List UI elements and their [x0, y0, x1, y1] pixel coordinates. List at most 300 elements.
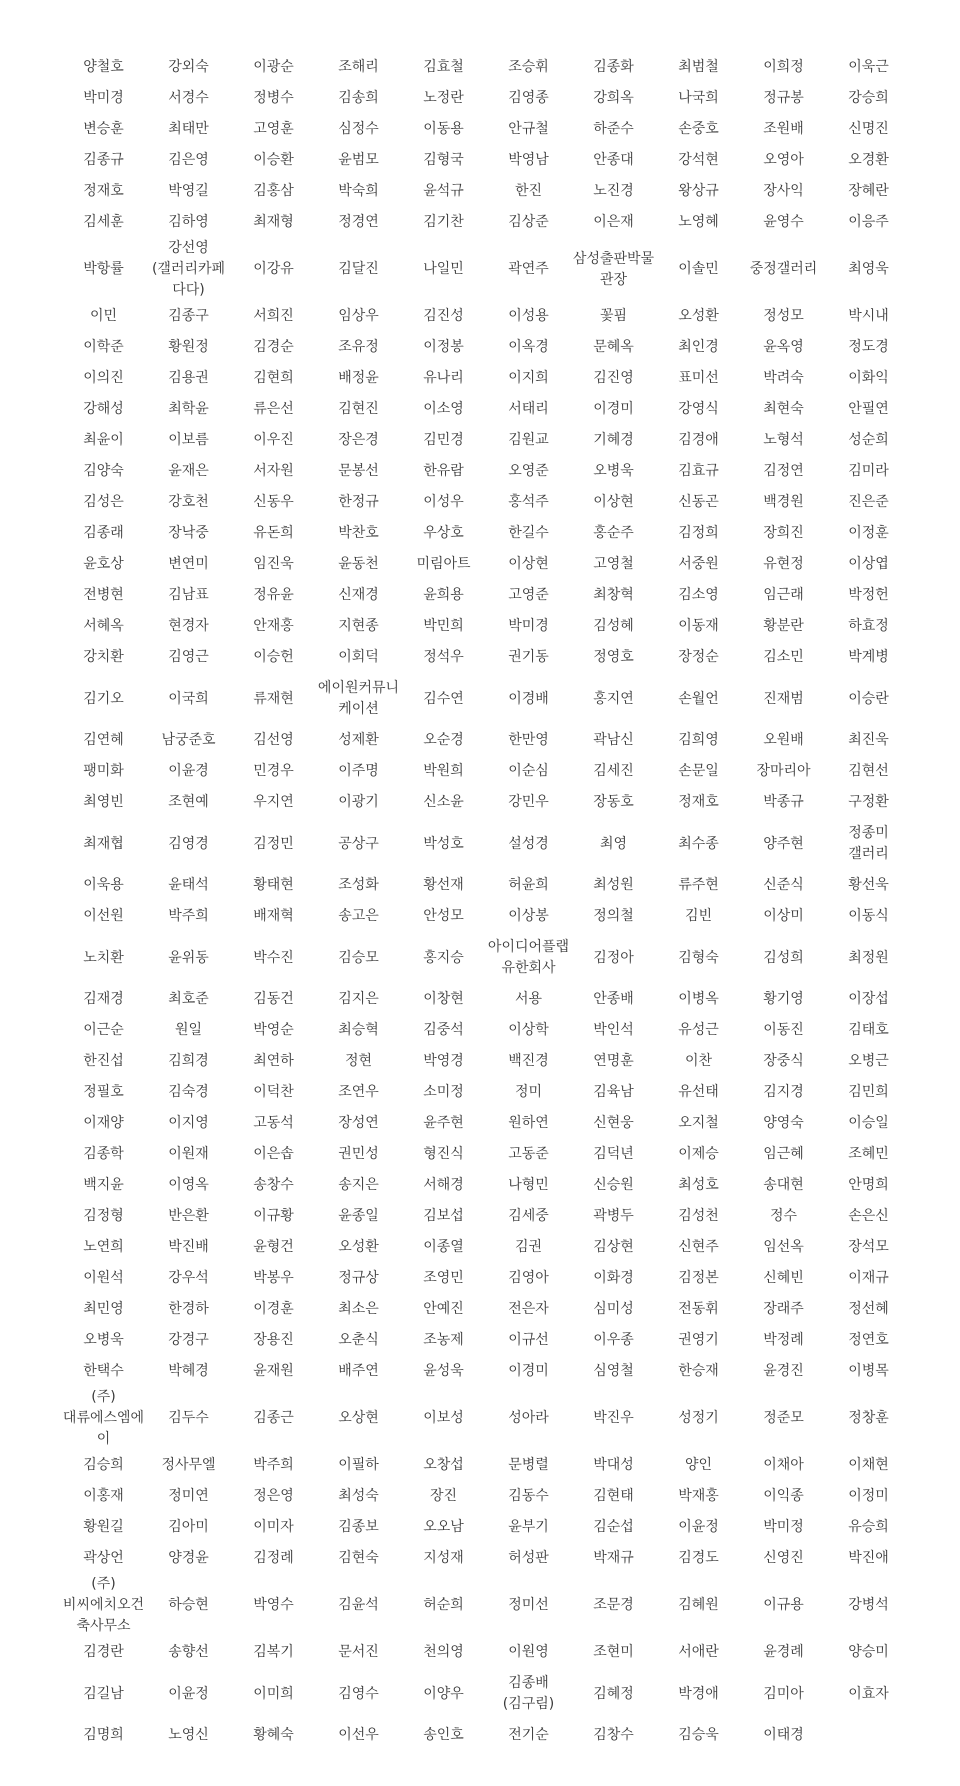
donor-name-cell: 이우종 [593, 1332, 634, 1348]
donor-name-cell: 이동식 [848, 908, 889, 924]
donor-name-cell: 김남표 [168, 587, 209, 603]
donor-name-cell: 설성경 [508, 835, 549, 852]
donor-name-cell: 고영훈 [253, 121, 294, 137]
donor-name-cell: 이원영 [508, 1644, 549, 1660]
donor-name-cell: 심미성 [593, 1301, 634, 1317]
donor-name-cell: 오경환 [848, 152, 889, 168]
donor-name-cell: 이보름 [168, 432, 209, 448]
donor-name-cell: 미림아트 [416, 556, 471, 572]
donor-name-cell: 오오남 [423, 1519, 464, 1535]
donor-row [61, 487, 911, 518]
donor-row [61, 673, 911, 725]
donor-name-cell: 안재홍 [253, 618, 294, 634]
donor-name-cell: 조영민 [423, 1270, 464, 1286]
donor-name-cell: 박영남 [508, 152, 549, 168]
donor-name-cell: 문봉선 [338, 463, 379, 479]
donor-row [61, 425, 911, 456]
donor-name-cell: 정미연 [168, 1488, 209, 1504]
donor-name-cell: 안필연 [848, 401, 889, 417]
donor-name-cell: 최윤이 [83, 432, 124, 448]
donor-name-cell: 이익종 [763, 1488, 804, 1504]
donor-name-cell: 이규황 [253, 1208, 294, 1224]
donor-name-cell: 송인호 [423, 1727, 464, 1743]
donor-name-cell: 오창섭 [423, 1457, 464, 1473]
donor-name-cell: 이양우 [423, 1685, 464, 1702]
donor-name-cell: 정연호 [848, 1332, 889, 1348]
donor-name-cell: 오지철 [678, 1115, 719, 1131]
donor-name-cell: 나형민 [508, 1177, 549, 1193]
donor-name-cell: 곽남신 [593, 732, 634, 748]
donor-name-cell: 이종열 [423, 1239, 464, 1255]
donor-name-cell: 김선영 [253, 732, 294, 748]
donor-name-cell: 윤영수 [763, 214, 804, 230]
donor-name-cell: 박혜경 [168, 1363, 209, 1379]
donor-name-cell: 정현 [344, 1053, 373, 1069]
donor-name-cell: 홍순주 [593, 525, 634, 541]
donor-name-cell: 이정봉 [423, 339, 464, 355]
donor-name-cell: 천의영 [423, 1644, 464, 1660]
donor-name-cell: 강호천 [168, 494, 209, 510]
donor-name-cell: 조혜민 [848, 1146, 889, 1162]
donor-name-cell: 박미경 [508, 618, 549, 634]
donor-row [61, 580, 911, 611]
donor-name-cell: 윤동천 [338, 556, 379, 572]
donor-name-cell: 유선태 [678, 1084, 719, 1100]
donor-name-cell: 김송희 [338, 90, 379, 106]
donor-name-cell: 박영길 [168, 183, 209, 199]
donor-name-cell: 현경자 [168, 618, 209, 634]
donor-name-cell: 정사무엘 [161, 1457, 216, 1473]
donor-name-cell: 정종미 갤러리 [848, 825, 889, 862]
donor-name-cell: 손중호 [678, 121, 719, 137]
donor-name-cell: 노치환 [83, 949, 124, 966]
donor-name-cell: 조현미 [593, 1644, 634, 1660]
donor-name-cell: 김순섭 [593, 1519, 634, 1535]
donor-name-cell: 서해경 [423, 1177, 464, 1193]
donor-name-cell: 김현희 [253, 370, 294, 386]
donor-row [61, 1720, 911, 1751]
donor-name-cell: 김종화 [593, 59, 634, 75]
donor-row [61, 901, 911, 932]
donor-name-cell: 남궁준호 [161, 732, 216, 748]
donor-name-cell: 김지은 [338, 991, 379, 1007]
donor-name-cell: 김현숙 [338, 1550, 379, 1566]
donor-name-cell: 노영혜 [678, 214, 719, 230]
donor-name-cell: 김명희 [83, 1727, 124, 1743]
donor-name-cell: 강해성 [83, 401, 124, 417]
donor-name-cell: 우지연 [253, 794, 294, 810]
donor-name-cell: 김현선 [848, 763, 889, 779]
donor-name-cell: 이창현 [423, 991, 464, 1007]
donor-name-cell: (주)비씨에치오건축사무소 [62, 1576, 145, 1634]
donor-name-cell: 신동우 [253, 494, 294, 510]
donor-name-cell: 권기동 [508, 649, 549, 665]
donor-name-cell: 서태리 [508, 401, 549, 417]
donor-name-cell: 손월언 [678, 690, 719, 707]
donor-name-cell: 김빈 [684, 908, 713, 924]
donor-name-cell: 이경미 [508, 1363, 549, 1379]
donor-row [61, 1450, 911, 1481]
donor-name-cell: 오병욱 [593, 463, 634, 479]
donor-name-cell: 이승헌 [253, 649, 294, 665]
donor-name-cell: 김종규 [83, 152, 124, 168]
donor-name-cell: 이윤경 [168, 763, 209, 779]
donor-name-cell: 박시내 [848, 308, 889, 324]
donor-name-cell: 진재범 [763, 690, 804, 707]
donor-name-cell: 서자원 [253, 463, 294, 479]
donor-name-cell: 최민영 [83, 1301, 124, 1317]
donor-name-cell: 기혜경 [593, 432, 634, 448]
donor-name-cell: 지성재 [423, 1550, 464, 1566]
donor-name-cell: 한길수 [508, 525, 549, 541]
donor-name-cell: 강민우 [508, 794, 549, 810]
donor-row [61, 145, 911, 176]
donor-name-cell: 서희진 [253, 308, 294, 324]
donor-name-cell: 김세훈 [83, 214, 124, 230]
donor-name-cell: 변연미 [168, 556, 209, 572]
donor-name-cell: 김종래 [83, 525, 124, 541]
donor-name-cell: 김세진 [593, 763, 634, 779]
donor-name-cell: 안규철 [508, 121, 549, 137]
donor-name-cell: 최호준 [168, 991, 209, 1007]
donor-name-cell: 김정연 [763, 463, 804, 479]
donor-name-cell: 강경구 [168, 1332, 209, 1348]
donor-name-cell: 아이디어플랩 유한회사 [487, 939, 570, 976]
donor-name-cell: 조현예 [168, 794, 209, 810]
donor-name-cell: 박찬호 [338, 525, 379, 541]
donor-name-cell: 서혜옥 [83, 618, 124, 634]
donor-name-cell: 이민 [89, 308, 118, 324]
donor-row [61, 932, 911, 984]
donor-name-cell: 정병수 [253, 90, 294, 106]
donor-name-cell: 황선재 [423, 877, 464, 893]
donor-name-cell: 류주현 [678, 877, 719, 893]
donor-name-cell: 윤경진 [763, 1363, 804, 1379]
donor-name-cell: 송창수 [253, 1177, 294, 1193]
donor-row [61, 1232, 911, 1263]
donor-name-cell: 이승환 [253, 152, 294, 168]
donor-name-cell: 김상현 [593, 1239, 634, 1255]
donor-name-cell: 김진성 [423, 308, 464, 324]
donor-name-cell: 허순희 [423, 1597, 464, 1613]
donor-name-cell: 박영순 [253, 1022, 294, 1038]
donor-name-cell: 이상학 [508, 1022, 549, 1038]
donor-name-cell: 이규선 [508, 1332, 549, 1348]
donor-name-cell: 김성은 [83, 494, 124, 510]
donor-name-cell: 원일 [174, 1022, 203, 1038]
donor-name-cell: 김미아 [763, 1685, 804, 1702]
donor-name-cell: 장용진 [253, 1332, 294, 1348]
donor-name-cell: 신현주 [678, 1239, 719, 1255]
donor-name-cell: 박진애 [848, 1550, 889, 1566]
donor-name-cell: 성아라 [508, 1410, 549, 1426]
donor-name-cell: 한진섭 [83, 1053, 124, 1069]
donor-name-cell: 지현종 [338, 618, 379, 634]
donor-row [61, 176, 911, 207]
donor-name-cell: 최학윤 [168, 401, 209, 417]
donor-name-cell: 송고은 [338, 908, 379, 924]
donor-name-cell: 강선영(갤러리카페 다다) [151, 240, 226, 298]
donor-name-cell: 이상엽 [848, 556, 889, 572]
donor-name-cell: 이채아 [763, 1457, 804, 1473]
donor-name-cell: 이동재 [678, 618, 719, 634]
donor-name-cell: 이찬 [684, 1053, 713, 1069]
donor-name-cell: 전병현 [83, 587, 124, 603]
donor-name-cell: 연명훈 [593, 1053, 634, 1069]
donor-name-cell: 김경란 [83, 1644, 124, 1660]
donor-name-cell: 전기순 [508, 1727, 549, 1743]
donor-name-cell: 형진식 [423, 1146, 464, 1162]
donor-name-cell: 장성연 [338, 1115, 379, 1131]
donor-name-cell: 박경애 [678, 1685, 719, 1702]
donor-name-cell: 신명진 [848, 121, 889, 137]
donor-name-cell: 홍지연 [593, 690, 634, 707]
donor-row [61, 207, 911, 238]
donor-name-cell: 최성숙 [338, 1488, 379, 1504]
donor-name-cell: 정재호 [678, 794, 719, 810]
donor-name-cell: 김경순 [253, 339, 294, 355]
donor-name-cell: 김권 [514, 1239, 543, 1255]
donor-name-cell: 변승훈 [83, 121, 124, 137]
donor-name-cell: 백경원 [763, 494, 804, 510]
donor-row [61, 787, 911, 818]
donor-name-cell: (주)대류에스엠에이 [62, 1389, 145, 1447]
donor-name-cell: 김정아 [593, 949, 634, 966]
donor-row [61, 1356, 911, 1387]
donor-name-cell: 조성화 [338, 877, 379, 893]
donor-name-cell: 김민희 [848, 1084, 889, 1100]
donor-name-cell: 문혜옥 [593, 339, 634, 355]
donor-name-cell: 김혜정 [593, 1685, 634, 1702]
donor-name-cell: 황분란 [763, 618, 804, 634]
donor-name-cell [826, 1720, 911, 1751]
donor-name-cell: 이병옥 [678, 991, 719, 1007]
donor-name-cell: 김태호 [848, 1022, 889, 1038]
donor-row [61, 1481, 911, 1512]
donor-row [61, 1139, 911, 1170]
donor-name-cell: 삼성출판박물관장 [572, 250, 655, 288]
donor-name-cell: 김미라 [848, 463, 889, 479]
donor-name-cell: 윤희용 [423, 587, 464, 603]
donor-name-cell: 꽃핌 [599, 308, 628, 324]
donor-name-cell: 윤태석 [168, 877, 209, 893]
donor-row [61, 1077, 911, 1108]
donor-name-cell: 홍석주 [508, 494, 549, 510]
donor-name-cell: 김경애 [678, 432, 719, 448]
donor-name-cell: 하효정 [848, 618, 889, 634]
donor-name-cell: 양철호 [83, 59, 124, 75]
donor-name-cell: 나국희 [678, 90, 719, 106]
donor-name-cell: 정미 [514, 1084, 543, 1100]
donor-name-cell: 김육남 [593, 1084, 634, 1100]
donor-name-cell: 이지영 [168, 1115, 209, 1131]
donor-name-cell: 김양숙 [83, 463, 124, 479]
donor-name-cell: 유성근 [678, 1022, 719, 1038]
donor-name-cell: 최영빈 [83, 794, 124, 810]
donor-name-cell: 이은솝 [253, 1146, 294, 1162]
donor-name-cell: 장마리아 [756, 763, 811, 779]
donor-name-cell: 신재경 [338, 587, 379, 603]
donor-name-cell: 표미선 [678, 370, 719, 386]
donor-name-cell: 허성판 [508, 1550, 549, 1566]
donor-name-cell: 류재현 [253, 690, 294, 707]
donor-name-cell: 조농제 [423, 1332, 464, 1348]
donor-name-cell: 유현정 [763, 556, 804, 572]
donor-name-cell: 정성모 [763, 308, 804, 324]
donor-name-cell: 공상구 [338, 835, 379, 852]
donor-name-cell: 안종배 [593, 991, 634, 1007]
donor-name-cell: 노연희 [83, 1239, 124, 1255]
donor-name-cell: 박항률 [83, 261, 124, 277]
donor-row [61, 1015, 911, 1046]
donor-name-cell: 고영준 [508, 587, 549, 603]
donor-name-cell: 이경배 [508, 690, 549, 707]
donor-name-cell: 이필하 [338, 1457, 379, 1473]
donor-name-cell: 곽연주 [508, 261, 549, 277]
donor-name-cell: 김정형 [83, 1208, 124, 1224]
donor-name-cell: 곽병두 [593, 1208, 634, 1224]
donor-name-cell: 이은재 [593, 214, 634, 230]
donor-row [61, 1668, 911, 1720]
donor-name-cell: 김연혜 [83, 732, 124, 748]
donor-name-cell: 노진경 [593, 183, 634, 199]
donor-name-cell: 김민경 [423, 432, 464, 448]
donor-name-cell: 신영진 [763, 1550, 804, 1566]
donor-name-cell: 고동석 [253, 1115, 294, 1131]
donor-name-cell: 성순희 [848, 432, 889, 448]
donor-name-cell: 이주명 [338, 763, 379, 779]
donor-name-cell: 강석현 [678, 152, 719, 168]
donor-name-cell: 안예진 [423, 1301, 464, 1317]
donor-name-cell: 정선혜 [848, 1301, 889, 1317]
donor-name-cell: 양영숙 [763, 1115, 804, 1131]
donor-name-cell: 손은신 [848, 1208, 889, 1224]
donor-name-cell: 김소영 [678, 587, 719, 603]
donor-name-cell: 허윤희 [508, 877, 549, 893]
donor-name-cell: 박수진 [253, 949, 294, 966]
donor-row [61, 642, 911, 673]
donor-name-cell: 류은선 [253, 401, 294, 417]
donor-name-cell: 최인경 [678, 339, 719, 355]
donor-name-cell: 김원교 [508, 432, 549, 448]
donor-name-cell: 김보섭 [423, 1208, 464, 1224]
donor-name-cell: 박재홍 [678, 1488, 719, 1504]
donor-name-table [61, 52, 911, 1751]
donor-name-cell: 최영 [599, 835, 628, 852]
donor-name-cell: 중정갤러리 [749, 261, 818, 277]
donor-name-cell: 박재규 [593, 1550, 634, 1566]
donor-name-cell: 윤위동 [168, 949, 209, 966]
donor-name-cell: 윤주현 [423, 1115, 464, 1131]
donor-name-cell: 김종배(김구림) [502, 1675, 555, 1712]
donor-name-cell: 김은영 [168, 152, 209, 168]
donor-name-cell: 장사익 [763, 183, 804, 199]
donor-name-cell: 나일민 [423, 261, 464, 277]
donor-name-cell: 김경도 [678, 1550, 719, 1566]
donor-name-cell: 구정환 [848, 794, 889, 810]
donor-name-cell: 심영철 [593, 1363, 634, 1379]
donor-name-cell: 정규상 [338, 1270, 379, 1286]
donor-name-cell: 김지경 [763, 1084, 804, 1100]
donor-name-cell: 이원재 [168, 1146, 209, 1162]
donor-name-cell: 박정헌 [848, 587, 889, 603]
donor-name-cell: 김성희 [763, 949, 804, 966]
donor-name-cell: 이덕찬 [253, 1084, 294, 1100]
donor-name-cell: 황혜숙 [253, 1727, 294, 1743]
donor-row [61, 394, 911, 425]
donor-name-cell: 김혜원 [678, 1597, 719, 1613]
donor-name-cell: 박미경 [83, 90, 124, 106]
donor-name-cell: 김아미 [168, 1519, 209, 1535]
donor-name-cell: 이옥경 [508, 339, 549, 355]
donor-name-cell: 이선원 [83, 908, 124, 924]
donor-name-cell: 임상우 [338, 308, 379, 324]
donor-name-cell: 우상호 [423, 525, 464, 541]
donor-name-cell: 이제승 [678, 1146, 719, 1162]
donor-name-cell: 김상준 [508, 214, 549, 230]
donor-name-cell: 김형국 [423, 152, 464, 168]
donor-name-cell: 한진 [514, 183, 543, 199]
donor-name-cell: 최정원 [848, 949, 889, 966]
donor-name-cell: 김승욱 [678, 1727, 719, 1743]
donor-name-cell: 임선옥 [763, 1239, 804, 1255]
donor-name-cell: 박영경 [423, 1053, 464, 1069]
donor-name-cell: 김기오 [83, 690, 124, 707]
donor-table-body [61, 52, 911, 1751]
donor-name-cell: 장동호 [593, 794, 634, 810]
donor-name-cell: 이희정 [763, 59, 804, 75]
donor-name-cell: 김희경 [168, 1053, 209, 1069]
donor-name-cell: 반은환 [168, 1208, 209, 1224]
donor-name-cell: 박봉우 [253, 1270, 294, 1286]
donor-name-cell: 장은경 [338, 432, 379, 448]
donor-name-cell: 이경미 [593, 401, 634, 417]
donor-name-cell: 조연우 [338, 1084, 379, 1100]
donor-name-cell: 최창혁 [593, 587, 634, 603]
donor-name-cell: 한승재 [678, 1363, 719, 1379]
donor-name-cell: 김성혜 [593, 618, 634, 634]
donor-name-cell: 이순심 [508, 763, 549, 779]
donor-name-cell: 이승란 [848, 690, 889, 707]
donor-row [61, 301, 911, 332]
donor-name-cell: 김중석 [423, 1022, 464, 1038]
donor-name-cell: 정규봉 [763, 90, 804, 106]
donor-name-cell: 팽미화 [83, 763, 124, 779]
donor-name-cell: 김윤석 [338, 1597, 379, 1613]
donor-name-cell: 오성환 [678, 308, 719, 324]
donor-row [61, 1046, 911, 1077]
donor-row [61, 1325, 911, 1356]
donor-name-cell: 오영아 [763, 152, 804, 168]
donor-name-cell: 양주현 [763, 835, 804, 852]
donor-name-cell: 정영호 [593, 649, 634, 665]
donor-name-cell: 유승희 [848, 1519, 889, 1535]
donor-name-cell: 김소민 [763, 649, 804, 665]
donor-name-cell: 이재규 [848, 1270, 889, 1286]
donor-name-cell: 최재형 [253, 214, 294, 230]
donor-row [61, 114, 911, 145]
donor-name-cell: 황선욱 [848, 877, 889, 893]
donor-name-cell: 강희옥 [593, 90, 634, 106]
donor-name-cell: 이상현 [508, 556, 549, 572]
donor-name-cell: 안명희 [848, 1177, 889, 1193]
donor-name-cell: 조원배 [763, 121, 804, 137]
donor-name-cell: 전동휘 [678, 1301, 719, 1317]
donor-name-cell: 정미선 [508, 1597, 549, 1613]
donor-name-cell: 홍지승 [423, 949, 464, 966]
donor-name-cell: 조해리 [338, 59, 379, 75]
donor-name-cell: 이정훈 [848, 525, 889, 541]
